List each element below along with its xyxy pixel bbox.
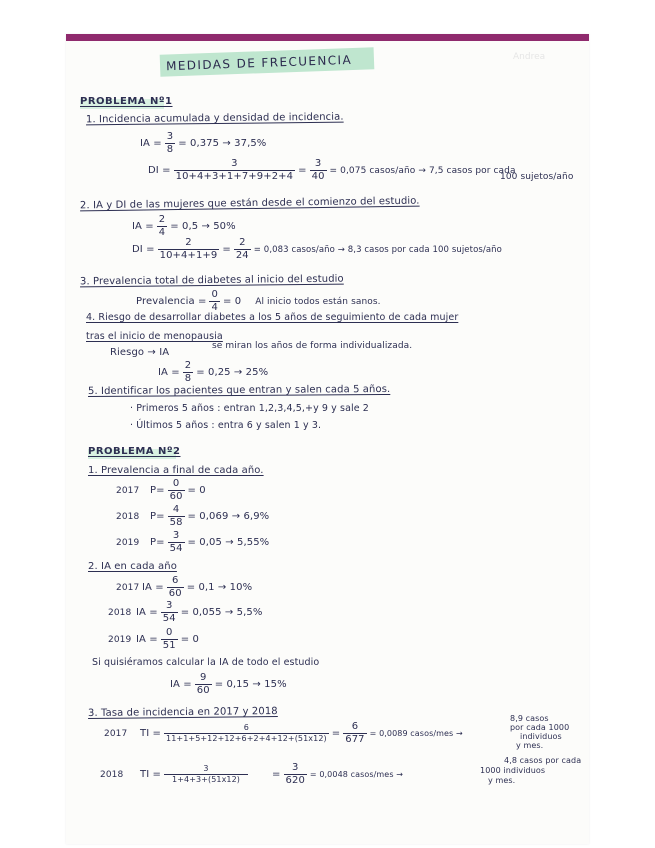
p2-s3-label: 3. Tasa de incidencia en 2017 y 2018 [87,706,278,719]
p2-s1-label: 1. Prevalencia a final de cada año. [88,465,264,476]
p2-s3-r1-c4: y mes. [516,741,544,750]
p1-s2-di: DI = $\frac{2}{10+4+1+9}$ = $\frac{2}{24}$ = 0,083 casos/año → 8,3 casos por cada 100 sujetos/año [132,237,502,261]
p2-s3-r1-c3: individuos [520,732,562,741]
top-color-band [66,34,589,41]
p1-s2-ia: IA = $\frac{2}{4}$ = 0,5 → 50% [132,214,236,238]
p2-s3-r1-c2: por cada 1000 [510,723,570,732]
p1-s4-label2: tras el inicio de menopausia [86,331,223,342]
p1-s2-label: 2. IA y DI de las mujeres que están desde el comienzo del estudio. [79,195,420,212]
p2-s3-row-2017: 2017 TI = $\frac{6}{11+1+5+12+12+6+2+4+12+(51x12)}$ = $\frac{6}{677}$ = 0,0089 casos/mes → [104,721,463,745]
p2-s2-row-0: 2017 IA = $\frac{6}{60}$ = 0,1 → 10% [116,575,253,599]
p1-s4-ia: IA = $\frac{2}{8}$ = 0,25 → 25% [158,360,269,384]
p2-s1-row-1: 2018 P= $\frac{4}{58}$ = 0,069 → 6,9% [116,504,270,528]
faint-signature: Andrea [513,52,546,62]
p2-s3-row-2018: 2018 TI = $\frac{3}{1+4+3+(51x12)}$ = $\frac{3}{620}$ = 0,0048 casos/mes → [100,762,404,786]
p1-s1-ia: IA = $\frac{3}{8}$ = 0,375 → 37,5% [140,131,267,155]
p1-s4-risk-note: se miran los años de forma individualizada. [212,341,413,351]
p1-s1-label: 1. Incidencia acumulada y densidad de incidencia. [85,111,344,126]
p1-s3-prev: Prevalencia = $\frac{0}{4}$ = 0 Al inicio todos están sanos. [136,289,381,313]
p1-s5-label: 5. Identificar los pacientes que entran y salen cada 5 años. [87,383,391,398]
p2-s2-row-2: 2019 IA = $\frac{0}{51}$ = 0 [108,627,199,651]
p1-s1-di: DI = $\frac{3}{10+4+3+1+7+9+2+4}$ = $\frac{3}{40}$ = 0,075 casos/año → 7,5 casos por cada [148,158,516,182]
p1-s5-bullet2: · Últimos 5 años : entra 6 y salen 1 y 3. [130,420,322,431]
page-title: MEDIDAS DE FRECUENCIA [165,52,353,74]
p2-s3-r2-c3: y mes. [488,776,516,785]
problem2-heading: PROBLEMA Nº2 [88,446,181,457]
p2-s2-total: IA = $\frac{9}{60}$ = 0,15 → 15% [170,672,287,696]
p2-s1-row-0: 2017 P= $\frac{0}{60}$ = 0 [116,478,206,502]
p1-s1-di-cont: 100 sujetos/año [500,172,574,182]
p2-s3-r1-conclusion [510,714,569,750]
p1-s5-bullet1: · Primeros 5 años : entran 1,2,3,4,5,+y 9 y sale 2 [130,403,369,414]
p2-s1-row-2: 2019 P= $\frac{3}{54}$ = 0,05 → 5,55% [116,530,270,554]
p2-s3-r1-c1: 8,9 casos [510,714,549,723]
problem1-heading: PROBLEMA Nº1 [80,96,173,107]
p2-s3-r2-c2: 1000 individuos [480,766,546,775]
p2-s2-note: Si quisiéramos calcular la IA de todo el estudio [92,657,320,668]
p2-s3-r2-conclusion [480,756,581,786]
p2-s2-row-1: 2018 IA = $\frac{3}{54}$ = 0,055 → 5,5% [108,600,263,624]
p2-s2-label: 2. IA en cada año [88,561,177,572]
p1-s4-label: 4. Riesgo de desarrollar diabetes a los 5 años de seguimiento de cada mujer [86,312,459,323]
p2-s3-r2-c1: 4,8 casos por cada [504,756,582,765]
p1-s4-risk: Riesgo → IA [110,347,170,358]
p1-s3-label: 3. Prevalencia total de diabetes al inicio del estudio [79,273,344,288]
